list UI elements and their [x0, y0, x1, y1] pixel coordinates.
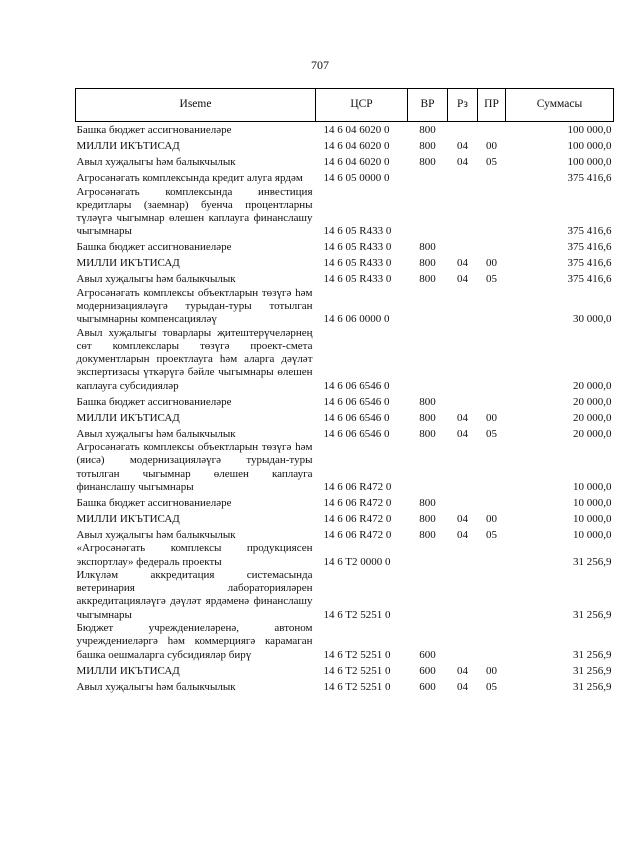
header-vr: ВР	[408, 89, 448, 122]
cell-pr: 00	[486, 664, 497, 677]
budget-table	[75, 88, 614, 694]
cell-csr: 14 6 05 R433 0	[323, 273, 392, 286]
header-csr: ЦСР	[316, 89, 408, 122]
cell-pr	[478, 622, 506, 662]
cell-rz: 04	[457, 664, 468, 677]
cell-sum: 100 000,0	[567, 156, 612, 169]
cell-sum: 10 000,0	[573, 512, 612, 525]
cell-csr: 14 6 06 0000 0	[323, 313, 390, 326]
cell-sum: 375 416,6	[567, 257, 612, 270]
cell-rz	[448, 186, 478, 239]
cell-vr: 800	[419, 124, 436, 137]
cell-pr	[478, 239, 506, 255]
cell-rz	[448, 569, 478, 622]
table-row	[76, 526, 614, 542]
cell-sum: 375 416,6	[567, 172, 612, 185]
table-row	[76, 441, 614, 494]
cell-pr: 05	[486, 427, 497, 440]
table-row	[76, 409, 614, 425]
table-row	[76, 287, 614, 327]
cell-pr	[478, 170, 506, 186]
cell-rz	[448, 542, 478, 569]
cell-csr: 14 6 06 R472 0	[323, 480, 392, 493]
cell-name: МИЛЛИ ИКЪТИСАД	[76, 512, 180, 525]
cell-name: Агросәнәгать комплексында кредит алуга ярдәм	[76, 172, 303, 185]
cell-vr	[408, 287, 448, 327]
cell-name: Авыл хуҗалыгы һәм балыкчылык	[76, 680, 236, 693]
cell-vr: 800	[419, 496, 436, 509]
cell-csr: 14 6 T2 5251 0	[323, 664, 391, 677]
header-rz: Рз	[448, 89, 478, 122]
cell-rz: 04	[457, 512, 468, 525]
cell-sum: 31 256,9	[573, 680, 612, 693]
cell-vr	[408, 542, 448, 569]
cell-rz	[448, 494, 478, 510]
cell-sum: 31 256,9	[573, 608, 612, 621]
cell-name: Бюджет учреждениеләренә, автоном учреждениеләргә һәм коммерциягә карамаган башка оешмаларга субсидияләр бирү	[76, 622, 313, 661]
cell-csr: 14 6 06 6546 0	[323, 379, 390, 392]
cell-vr	[408, 170, 448, 186]
cell-vr: 600	[419, 680, 436, 693]
cell-csr: 14 6 05 0000 0	[323, 172, 390, 185]
cell-pr	[478, 494, 506, 510]
cell-csr: 14 6 06 R472 0	[323, 496, 392, 509]
cell-vr: 800	[419, 512, 436, 525]
cell-pr	[478, 186, 506, 239]
table-row	[76, 255, 614, 271]
cell-rz: 04	[457, 427, 468, 440]
header-sum: Суммасы	[506, 89, 614, 122]
cell-csr: 14 6 05 R433 0	[323, 225, 392, 238]
cell-sum: 100 000,0	[567, 124, 612, 137]
cell-name: Башка бюджет ассигнованиеләре	[76, 395, 232, 408]
table-row	[76, 662, 614, 678]
cell-sum: 20 000,0	[573, 411, 612, 424]
cell-sum: 20 000,0	[573, 379, 612, 392]
table-header	[76, 89, 614, 122]
cell-pr: 05	[486, 156, 497, 169]
cell-rz	[448, 122, 478, 138]
cell-vr: 800	[419, 427, 436, 440]
cell-sum: 31 256,9	[573, 664, 612, 677]
table-row	[76, 122, 614, 138]
cell-pr	[478, 441, 506, 494]
cell-sum: 31 256,9	[573, 555, 612, 568]
cell-vr: 800	[419, 273, 436, 286]
cell-rz	[448, 239, 478, 255]
cell-sum: 375 416,6	[567, 241, 612, 254]
cell-pr: 05	[486, 273, 497, 286]
cell-sum: 375 416,6	[567, 273, 612, 286]
cell-sum: 10 000,0	[573, 528, 612, 541]
cell-vr	[408, 441, 448, 494]
cell-csr: 14 6 04 6020 0	[323, 140, 390, 153]
cell-vr: 800	[419, 140, 436, 153]
cell-pr	[478, 393, 506, 409]
table-body	[76, 122, 614, 694]
cell-rz: 04	[457, 528, 468, 541]
cell-rz	[448, 327, 478, 393]
header-name: Иseme	[76, 89, 316, 122]
cell-pr	[478, 327, 506, 393]
cell-csr: 14 6 T2 5251 0	[323, 608, 391, 621]
cell-name: Агросәнәгать комплексы объектларын төзүгә һәм (яисә) модернизацияләүгә турыдан-туры тотылган чыгымнар өлешен каплауга финанслашу чыгымнары	[76, 441, 313, 493]
cell-pr: 05	[486, 680, 497, 693]
cell-vr: 800	[419, 156, 436, 169]
header-pr: ПР	[478, 89, 506, 122]
cell-rz	[448, 622, 478, 662]
table-row	[76, 170, 614, 186]
table-row	[76, 327, 614, 393]
cell-name: Авыл хуҗалыгы һәм балыкчылык	[76, 273, 236, 286]
cell-sum: 375 416,6	[567, 225, 612, 238]
table-row	[76, 138, 614, 154]
cell-name: Башка бюджет ассигнованиеләре	[76, 241, 232, 254]
cell-name: Авыл хуҗалыгы һәм балыкчылык	[76, 528, 236, 541]
cell-pr: 00	[486, 411, 497, 424]
cell-sum: 20 000,0	[573, 427, 612, 440]
cell-vr: 800	[419, 411, 436, 424]
cell-csr: 14 6 05 R433 0	[323, 257, 392, 270]
cell-name: МИЛЛИ ИКЪТИСАД	[76, 411, 180, 424]
cell-pr	[478, 542, 506, 569]
cell-csr: 14 6 T2 5251 0	[323, 648, 391, 661]
cell-csr: 14 6 06 6546 0	[323, 395, 390, 408]
cell-name: Авыл хуҗалыгы һәм балыкчылык	[76, 156, 236, 169]
table-row	[76, 678, 614, 694]
table-row	[76, 425, 614, 441]
cell-vr: 800	[419, 395, 436, 408]
cell-csr: 14 6 04 6020 0	[323, 124, 390, 137]
cell-sum: 10 000,0	[573, 496, 612, 509]
cell-pr: 05	[486, 528, 497, 541]
cell-vr	[408, 186, 448, 239]
table-row	[76, 569, 614, 622]
table-row	[76, 542, 614, 569]
cell-csr: 14 6 06 R472 0	[323, 528, 392, 541]
cell-rz: 04	[457, 257, 468, 270]
cell-pr: 00	[486, 140, 497, 153]
cell-pr	[478, 287, 506, 327]
cell-rz: 04	[457, 273, 468, 286]
page-number: 707	[311, 58, 329, 72]
cell-name: Илкүләм аккредитация системасында ветеринария лабораторияләрен аккредитацияләүгә дәүләт ярдәменә финанслашу чыгымнары	[76, 568, 313, 621]
cell-rz	[448, 441, 478, 494]
cell-vr	[408, 327, 448, 393]
table-row	[76, 622, 614, 662]
cell-name: Агросәнәгать комплексы объектларын төзүгә һәм модернизацияләүгә турыдан-туры тотылган чыгымнарны компенсацияләү	[76, 286, 313, 326]
cell-csr: 14 6 04 6020 0	[323, 156, 390, 169]
cell-name: МИЛЛИ ИКЪТИСАД	[76, 664, 180, 677]
cell-vr	[408, 569, 448, 622]
cell-pr: 00	[486, 512, 497, 525]
cell-vr: 800	[419, 241, 436, 254]
cell-pr	[478, 569, 506, 622]
cell-sum: 31 256,9	[573, 648, 612, 661]
cell-name: Авыл хуҗалыгы һәм балыкчылык	[76, 427, 236, 440]
cell-csr: 14 6 06 6546 0	[323, 427, 390, 440]
cell-pr: 00	[486, 257, 497, 270]
cell-pr	[478, 122, 506, 138]
table-row	[76, 494, 614, 510]
table-row	[76, 154, 614, 170]
cell-csr: 14 6 05 R433 0	[323, 241, 392, 254]
cell-name: Агросәнәгать комплексында инвестиция кредитлары (заемнар) буенча процентларны түләүгә чыгымнар өлешен каплауга финанслашу чыгымнары	[76, 185, 313, 238]
cell-rz	[448, 287, 478, 327]
cell-sum: 10 000,0	[573, 480, 612, 493]
cell-csr: 14 6 06 R472 0	[323, 512, 392, 525]
cell-name: МИЛЛИ ИКЪТИСАД	[76, 140, 180, 153]
cell-rz	[448, 170, 478, 186]
cell-name: Башка бюджет ассигнованиеләре	[76, 124, 232, 137]
cell-name: «Агросәнәгать комплексы продукциясен экспортлау» федераль проекты	[76, 542, 313, 568]
table-row	[76, 271, 614, 287]
cell-rz: 04	[457, 156, 468, 169]
cell-csr: 14 6 T2 0000 0	[323, 555, 391, 568]
table-row	[76, 186, 614, 239]
cell-vr: 800	[419, 528, 436, 541]
cell-name: МИЛЛИ ИКЪТИСАД	[76, 257, 180, 270]
cell-rz	[448, 393, 478, 409]
cell-csr: 14 6 T2 5251 0	[323, 680, 391, 693]
cell-sum: 20 000,0	[573, 395, 612, 408]
cell-sum: 30 000,0	[573, 313, 612, 326]
cell-rz: 04	[457, 680, 468, 693]
cell-csr: 14 6 06 6546 0	[323, 411, 390, 424]
cell-vr: 600	[419, 648, 436, 661]
cell-vr: 600	[419, 664, 436, 677]
cell-rz: 04	[457, 140, 468, 153]
cell-rz: 04	[457, 411, 468, 424]
table-row	[76, 393, 614, 409]
cell-name: Башка бюджет ассигнованиеләре	[76, 496, 232, 509]
cell-sum: 100 000,0	[567, 140, 612, 153]
table-row	[76, 239, 614, 255]
table-row	[76, 510, 614, 526]
cell-name: Авыл хуҗалыгы товарлары җитештерүчеләрнең сөт комплекслары төзүгә проект-смета документларын проектлауга һәм аларга дәүләт экспертизасы үткәрүгә бәйле чыгымнары өлешен каплауга субсидияләр	[76, 326, 313, 392]
cell-vr: 800	[419, 257, 436, 270]
